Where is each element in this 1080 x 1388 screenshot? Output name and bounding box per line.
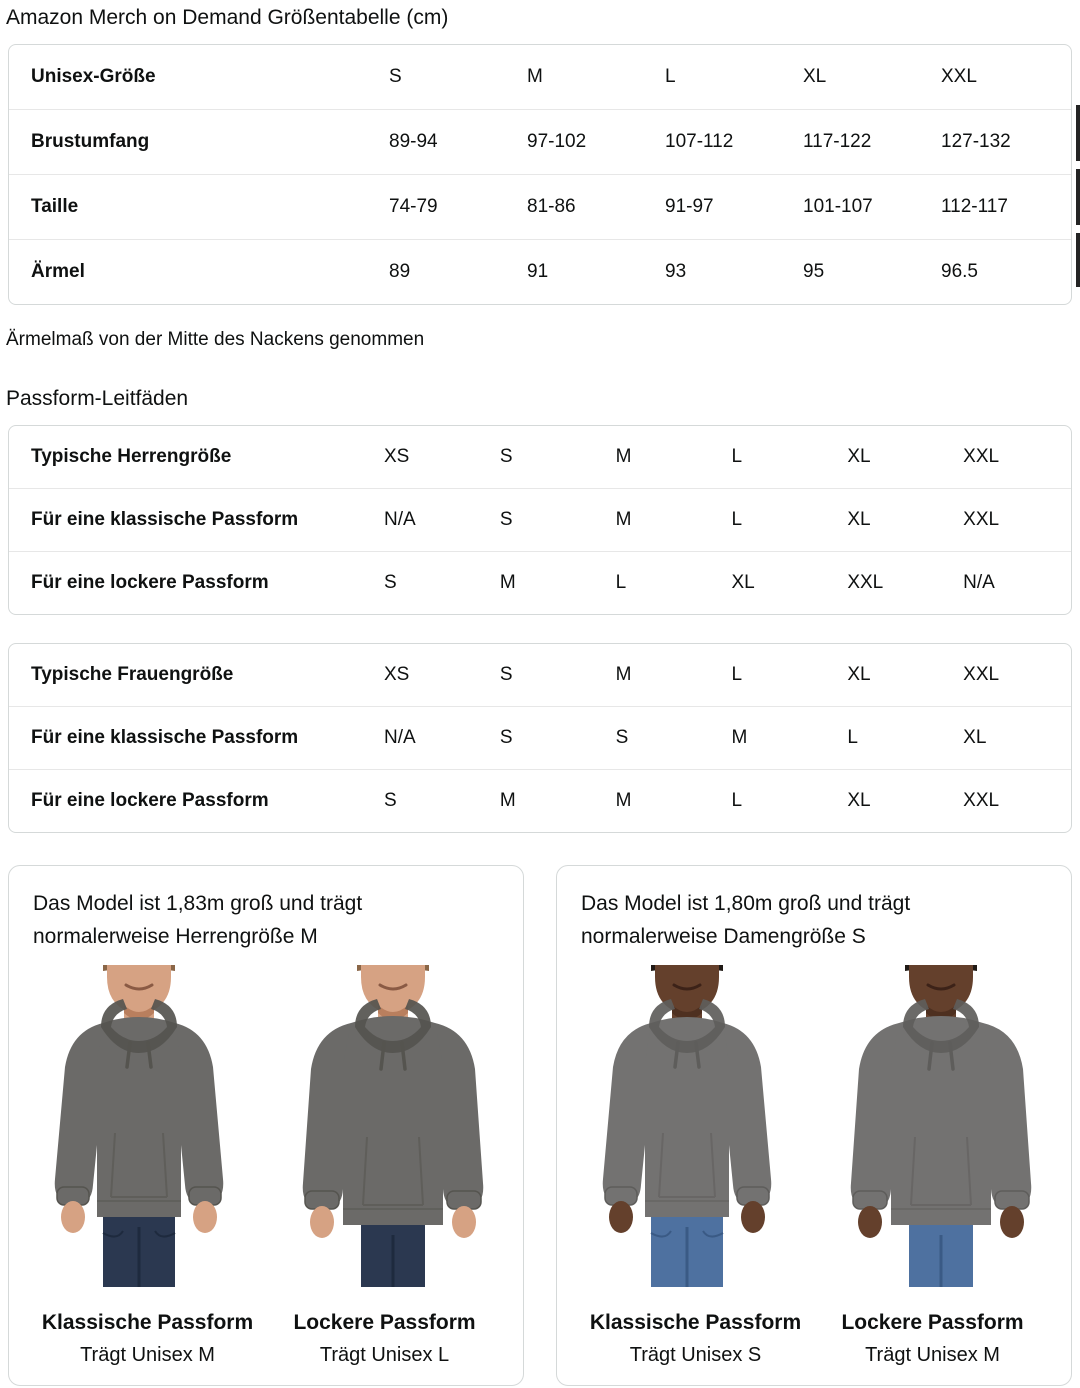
model-description: Das Model ist 1,80m groß und trägt normalerweise Damengröße S [581,892,911,948]
cell: 74-79 [389,196,438,217]
cell: 91-97 [665,196,714,217]
womens-model-card [556,865,1072,1386]
row-label: Taille [31,196,79,217]
cell: S [499,727,513,748]
row-label: Ärmel [31,261,85,282]
cell: 97-102 [527,131,587,152]
female-model-classic-fit-photo [579,965,795,1287]
cell: 127-132 [941,131,1011,152]
unisex-size-table [8,44,1072,305]
womens-fit-table [8,643,1072,833]
male-model-loose-fit-photo [285,965,501,1287]
cell: M [527,66,543,87]
sleeve-measure-note: Ärmelmaß von der Mitte des Nackens genommen [6,329,425,350]
table-row [9,644,1071,706]
cell: 112-117 [941,196,1008,217]
cell: N/A [384,509,416,530]
female-model-loose-fit-photo [833,965,1049,1287]
table-row [9,551,1071,614]
row-label: Typische Herrengröße [31,446,232,467]
photo-label [29,1311,266,1367]
cell: XL [847,664,871,685]
cell: XL [963,727,987,748]
cell: M [499,790,516,811]
cell: XL [803,66,827,87]
cell: M [615,509,632,530]
cell: XS [384,664,410,685]
table-row [9,174,1071,239]
cell: L [615,572,627,593]
cell: XXL [963,790,1000,811]
cell: S [499,664,513,685]
row-label: Für eine klassische Passform [31,509,299,530]
cell: L [847,727,858,748]
fit-name: Klassische Passform [41,1311,254,1335]
cell: S [384,790,397,811]
table-row [9,488,1071,551]
cell: N/A [963,572,995,593]
cell: XS [384,446,410,467]
fit-size: Trägt Unisex M [80,1344,215,1367]
photo-label [266,1311,503,1367]
photo-labels [29,1311,503,1367]
male-model-classic-fit-photo [31,965,247,1287]
cell: 95 [803,261,825,282]
cell: 107-112 [665,131,734,152]
scrollbar-thumb-segment[interactable] [1076,169,1080,225]
cell: L [731,446,743,467]
fit-name: Lockere Passform [293,1311,476,1335]
model-cards [8,865,1072,1386]
row-label: Unisex-Größe [31,66,156,87]
cell: S [499,446,513,467]
row-label: Für eine klassische Passform [31,727,299,748]
model-photos [577,965,1051,1287]
cell: 117-122 [803,131,872,152]
table-row [9,239,1071,304]
table-row [9,109,1071,174]
cell: S [615,727,629,748]
cell: 96.5 [941,261,978,282]
cell: L [731,790,743,811]
cell: XL [847,446,871,467]
photo-label [814,1311,1051,1367]
table-row [9,706,1071,769]
cell: N/A [384,727,416,748]
cell: 101-107 [803,196,873,217]
cell: 93 [665,261,687,282]
table-row [9,45,1071,109]
mens-model-card [8,865,524,1386]
cell: L [731,509,743,530]
cell: M [731,727,748,748]
fit-size: Trägt Unisex S [629,1344,762,1367]
cell: M [615,664,632,685]
cell: S [499,509,513,530]
cell: L [665,66,676,87]
fit-guides-heading: Passform-Leitfäden [6,387,189,410]
table-row [9,769,1071,832]
scrollbar-thumb-segment[interactable] [1076,105,1080,161]
fit-size: Trägt Unisex L [319,1344,450,1367]
cell: L [731,664,743,685]
photo-label [577,1311,814,1367]
cell: M [615,790,632,811]
row-label: Für eine lockere Passform [31,572,269,593]
fit-name: Klassische Passform [589,1311,802,1335]
row-label: Brustumfang [31,131,150,152]
photo-labels [577,1311,1051,1367]
table-row [9,426,1071,488]
cell: S [389,66,402,87]
page-title: Amazon Merch on Demand Größentabelle (cm) [6,6,449,29]
cell: M [615,446,632,467]
cell: XL [847,790,871,811]
cell: 91 [527,261,549,282]
cell: M [499,572,516,593]
row-label: Für eine lockere Passform [31,790,269,811]
cell: XL [731,572,755,593]
cell: XL [847,509,871,530]
cell: 89-94 [389,131,438,152]
cell: XXL [941,66,977,87]
mens-fit-table [8,425,1072,615]
cell: 81-86 [527,196,576,217]
cell: S [384,572,397,593]
cell: XXL [963,446,1000,467]
model-description: Das Model ist 1,83m groß und trägt normalerweise Herrengröße M [33,892,363,948]
cell: XXL [963,664,1000,685]
cell: XXL [847,572,884,593]
scrollbar-thumb-segment[interactable] [1076,233,1080,287]
fit-size: Trägt Unisex M [865,1344,1000,1367]
cell: XXL [963,509,1000,530]
fit-name: Lockere Passform [841,1311,1024,1335]
row-label: Typische Frauengröße [31,664,234,685]
cell: 89 [389,261,411,282]
model-photos [29,965,503,1287]
